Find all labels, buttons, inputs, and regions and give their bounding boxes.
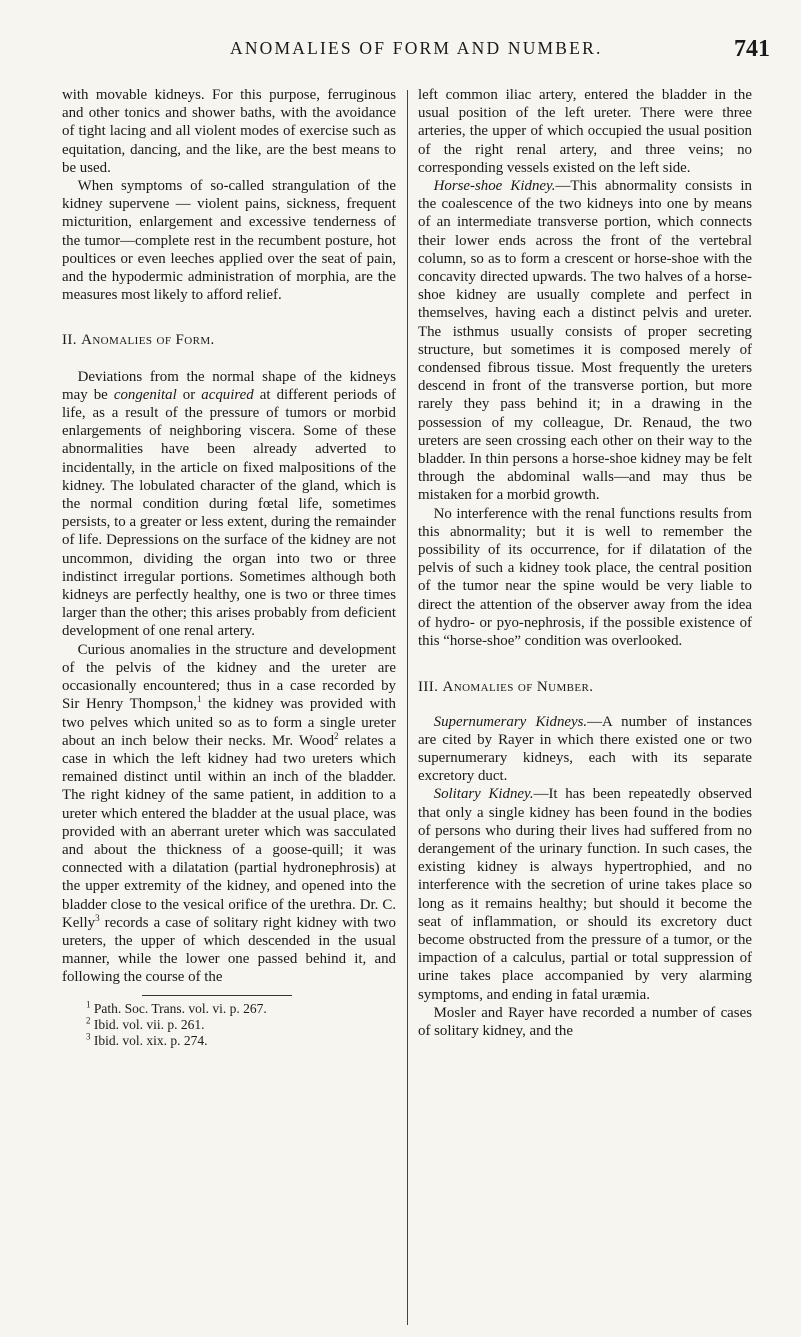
run-in-heading: Supernumerary Kidneys. bbox=[433, 713, 588, 730]
text-run: the kidney was provided with two pelves which united so as to form a single ureter about an inch below their necks. Mr. Wood bbox=[62, 696, 396, 749]
footnote bbox=[62, 1017, 396, 1033]
text-run: Curious anomalies in the structure and development of the pelvis of the kidney and the ureter are occasionally encountered; thus in a case recorded by Sir Henry Thompson, bbox=[62, 641, 396, 713]
footnote-number: 1 bbox=[86, 999, 91, 1010]
right-column bbox=[418, 86, 752, 1040]
footnote-rule bbox=[142, 995, 292, 996]
emphasis: acquired bbox=[201, 386, 254, 403]
paragraph: with movable kidneys. For this purpose, ferruginous and other tonics and shower baths, with the avoidance of tight lacing and all violent modes of exercise such as equitation, dancing, and the like, are the best means to be used. bbox=[62, 87, 396, 176]
footnotes bbox=[62, 995, 396, 1049]
paragraph bbox=[62, 368, 396, 641]
section-number: II. bbox=[62, 332, 77, 349]
paragraph: No interference with the renal functions results from this abnormality; but it is well to remember the possibility of its occurrence, for if dilatation of the pelvis of such a kidney took place, the central position of the tumor near the spine would be very liable to direct the attention of the observer away from the idea of hydro- or pyo-nephrosis, if the possible existence of this “horse-shoe” condition was overlooked. bbox=[418, 505, 752, 650]
column-divider bbox=[407, 90, 408, 1325]
page-number: 741 bbox=[734, 36, 770, 62]
left-column bbox=[62, 86, 396, 1049]
footnote-ref: 3 bbox=[95, 912, 100, 923]
text-run: —It has been repeatedly observed that only a single kidney has been found in the bodies of persons who during their lives had suffered from no derangement of the urinary function. In such cases, the existing kidney is always hypertrophied, and no interference with the secretion of urine takes place so long as it remains healthy; but should it become the seat of inflammation, or should its excretory duct become obstructed from the pressure of a tumor, or the impaction of a calculus, partial or total suppression of urine takes place accompanied by very alarming symptoms, and ending in fatal uræmia. bbox=[418, 786, 752, 1003]
text-run: records a case of solitary right kidney with two ureters, the upper of which descended in the usual manner, while the lower one passed behind it, and following the course of the bbox=[62, 914, 396, 986]
section-heading bbox=[62, 331, 396, 349]
footnote-text: Ibid. vol. xix. p. 274. bbox=[90, 1032, 208, 1048]
text-run: —A number of instances are cited by Rayer in which there existed one or two supernumerary kidneys, each with its separate excretory duct. bbox=[418, 713, 752, 785]
run-in-heading: Solitary Kidney. bbox=[433, 786, 534, 803]
text-run: relates a case in which the left kidney had two ureters which remained distinct until within an inch of the bladder. The right kidney of the same patient, in addition to a ureter which entered the bladder at the usual place, was provided with an aberrant ureter which was sacculated and about the thickness of a goose-quill; it was connected with a dilatation (partial hydronephrosis) at the upper extremity of the kidney, and opened into the bladder close to the vesical orifice of the urethra. Dr. C. Kelly bbox=[62, 732, 396, 931]
text-run: at different periods of life, as a result of the pressure of tumors or morbid enlargements of neighboring viscera. Some of these abnormalities have been already adverted to incidentally, in the article on fixed malpositions of the kidney. The lobulated character of the gland, which is the normal condition during fœtal life, sometimes persists, to a greater or less extent, during the remainder of life. Depressions on the surface of the kidney are not uncommon, dividing the organ into two or three indistinct irregular portions. Sometimes although both kidneys are perfectly healthy, one is two or three times larger than the other; this arises probably from deficient development of one renal artery. bbox=[62, 386, 396, 640]
section-title: Anomalies of Form. bbox=[81, 332, 215, 349]
paragraph: Mosler and Rayer have recorded a number of cases of solitary kidney, and the bbox=[418, 1004, 752, 1039]
text-run: —This abnormality consists in the coalescence of the two kidneys into one by means of an intermediate transverse portion, which connects their lower ends across the front of the vertebral column, so as to form a crescent or horse-shoe with the concavity directed upwards. The two halves of a horse-shoe kidney are usually complete and perfect in themselves, having each a distinct pelvis and ureter. The isthmus usually consists of proper secreting structure, but sometimes it is composed merely of condensed fibrous tissue. Most frequently the ureters descend in front of the transverse portion, but more rarely they pass behind it; in a drawing in the possession of my colleague, Dr. Renaud, the two ureters are seen crossing each other on their way to the bladder. In thin persons a horse-shoe kidney may be felt through the abdominal walls—and may thus be mistaken for a morbid growth. bbox=[418, 178, 752, 504]
section-title: Anomalies of Number. bbox=[442, 679, 594, 696]
emphasis: congenital bbox=[113, 386, 177, 403]
footnote bbox=[62, 1033, 396, 1049]
section-number: III. bbox=[418, 679, 439, 696]
section-heading bbox=[418, 678, 752, 696]
paragraph bbox=[418, 785, 752, 1003]
footnote-text: Ibid. vol. vii. p. 261. bbox=[90, 1016, 205, 1032]
paragraph: When symptoms of so-called strangulation of the kidney supervene — violent pains, sickness, frequent micturition, enlargement and excessive tenderness of the tumor—complete rest in the recumbent posture, hot poultices or even leeches applied over the seat of pain, and the hypodermic administration of morphia, are the measures most likely to afford relief. bbox=[62, 178, 396, 304]
paragraph bbox=[418, 713, 752, 786]
footnote-ref: 2 bbox=[334, 730, 339, 741]
footnote bbox=[62, 1001, 396, 1017]
run-in-heading: Horse-shoe Kidney. bbox=[433, 178, 556, 195]
footnote-number: 3 bbox=[86, 1031, 91, 1042]
text-run: or bbox=[176, 386, 202, 403]
text-run: Deviations from the normal shape of the kidneys may be bbox=[62, 368, 396, 403]
paragraph bbox=[62, 641, 396, 987]
footnote-number: 2 bbox=[86, 1015, 91, 1026]
footnote-text: Path. Soc. Trans. vol. vi. p. 267. bbox=[90, 1000, 267, 1016]
footnote-ref: 1 bbox=[197, 694, 202, 705]
paragraph: left common iliac artery, entered the bladder in the usual position of the left ureter. There were three arteries, the upper of which occupied the usual position of the right renal artery, and three veins; no corresponding vessels existed on the left side. bbox=[418, 87, 752, 176]
page-header bbox=[30, 36, 770, 70]
running-title: ANOMALIES OF FORM AND NUMBER. bbox=[230, 38, 603, 58]
paragraph bbox=[418, 177, 752, 505]
